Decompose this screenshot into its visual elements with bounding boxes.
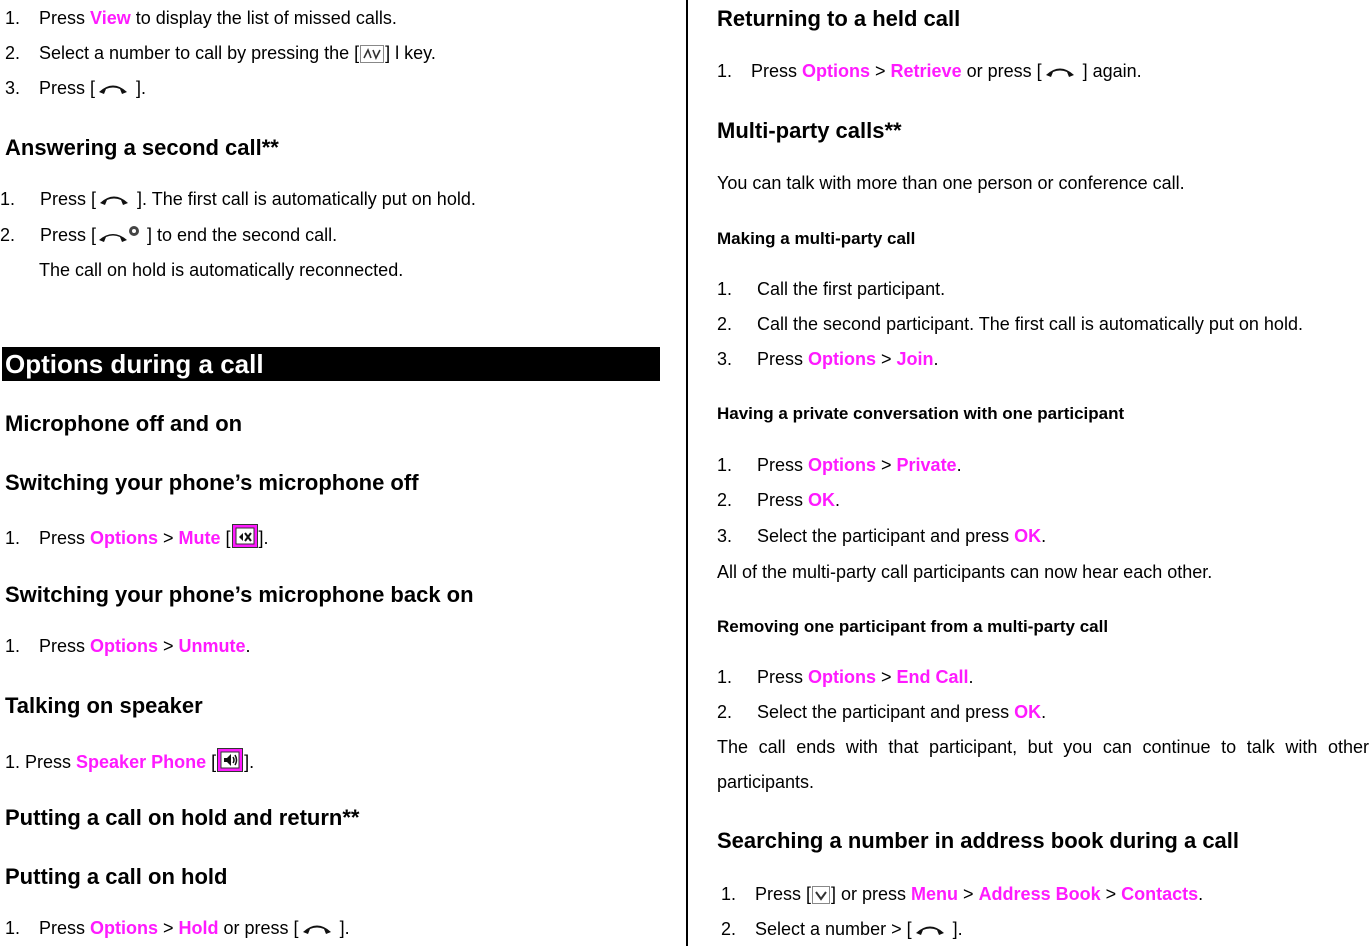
mute-icon — [232, 524, 258, 548]
right-column — [716, 0, 1368, 946]
section-title-bar: Options during a call — [2, 347, 660, 381]
speaker-heading: Talking on speaker — [5, 693, 203, 718]
retrieve-keyword: Retrieve — [890, 61, 962, 81]
speaker-phone-keyword: Speaker Phone — [76, 752, 207, 772]
held-call-heading: Returning to a held call — [717, 6, 961, 31]
private-note: All of the multi-party call participants can now hear each other. — [717, 562, 1213, 582]
search-heading: Searching a number in address book during a call — [717, 828, 1240, 853]
address-book-keyword: Address Book — [978, 884, 1101, 904]
remove-heading: Removing one participant from a multi-party call — [717, 617, 1109, 636]
speaker-icon — [217, 748, 243, 772]
intro-step-3: 3. Press [ ]. — [5, 78, 147, 98]
private-step-1: 1. Press Options > Private. — [717, 455, 962, 475]
end-call-keyword: End Call — [896, 667, 969, 687]
private-step-3: 3. Select the participant and press OK. — [717, 526, 1047, 546]
private-heading: Having a private conversation with one participant — [717, 404, 1125, 423]
making-step-2: 2. Call the second participant. The first call is automatically put on hold. — [717, 314, 1303, 334]
mic-off-step-1: 1. Press Options > Mute [ ]. — [5, 524, 269, 549]
call-key-icon — [913, 921, 947, 939]
mute-keyword: Mute — [178, 528, 221, 548]
multi-party-desc: You can talk with more than one person or conference call. — [717, 173, 1185, 193]
answering-step-1: 1. Press [ ]. The first call is automatically put on hold. — [0, 189, 476, 209]
making-multi-party-heading: Making a multi-party call — [717, 229, 916, 248]
multi-party-heading: Multi-party calls** — [717, 118, 902, 143]
intro-step-1: 1. Press View to display the list of missed calls. — [5, 8, 397, 28]
down-key-icon — [812, 886, 830, 904]
nav-up-down-key-icon — [360, 45, 384, 63]
mic-on-step-1: 1. Press Options > Unmute. — [5, 636, 251, 656]
view-keyword: View — [90, 8, 131, 28]
hold-step-1: 1. Press Options > Hold or press [ ]. — [5, 918, 350, 938]
remove-step-2: 2. Select the participant and press OK. — [717, 702, 1047, 722]
call-key-icon — [96, 80, 130, 98]
contacts-keyword: Contacts — [1121, 884, 1199, 904]
search-step-2: 2. Select a number > [ ]. — [721, 919, 963, 939]
answering-note: The call on hold is automatically reconnected. — [39, 260, 404, 280]
intro-step-2: 2. Select a number to call by pressing the [ ] l key. — [5, 43, 436, 63]
column-divider — [686, 0, 688, 946]
call-key-icon — [97, 191, 131, 209]
answering-heading: Answering a second call** — [5, 135, 279, 160]
mic-heading: Microphone off and on — [5, 411, 243, 436]
private-keyword: Private — [896, 455, 957, 475]
menu-keyword: Menu — [911, 884, 959, 904]
ok-keyword: OK — [808, 490, 836, 510]
private-step-2: 2. Press OK. — [717, 490, 841, 510]
making-step-3: 3. Press Options > Join. — [717, 349, 939, 369]
end-call-key-icon — [97, 225, 141, 245]
making-step-1: 1. Call the first participant. — [717, 279, 946, 299]
unmute-keyword: Unmute — [178, 636, 246, 656]
answering-step-2: 2. Press [ ] to end the second call. — [0, 225, 338, 245]
hold-sub-heading: Putting a call on hold — [5, 864, 228, 889]
remove-step-1: 1. Press Options > End Call. — [717, 667, 974, 687]
left-column — [0, 0, 662, 946]
search-step-1: 1. Press [ ] or press Menu > Address Book > Contacts. — [721, 884, 1204, 904]
speaker-step-1: 1. Press Speaker Phone [ ]. — [5, 748, 254, 773]
mic-on-heading: Switching your phone’s microphone back on — [5, 582, 474, 607]
call-key-icon — [1043, 63, 1077, 81]
join-keyword: Join — [896, 349, 934, 369]
hold-keyword: Hold — [178, 918, 219, 938]
call-key-icon — [300, 920, 334, 938]
held-step-1: 1. Press Options > Retrieve or press [ ] again. — [717, 61, 1142, 81]
hold-heading: Putting a call on hold and return** — [5, 805, 360, 830]
mic-off-heading: Switching your phone’s microphone off — [5, 470, 419, 495]
remove-note: The call ends with that participant, but you can continue to talk with other participants. — [717, 737, 1369, 792]
